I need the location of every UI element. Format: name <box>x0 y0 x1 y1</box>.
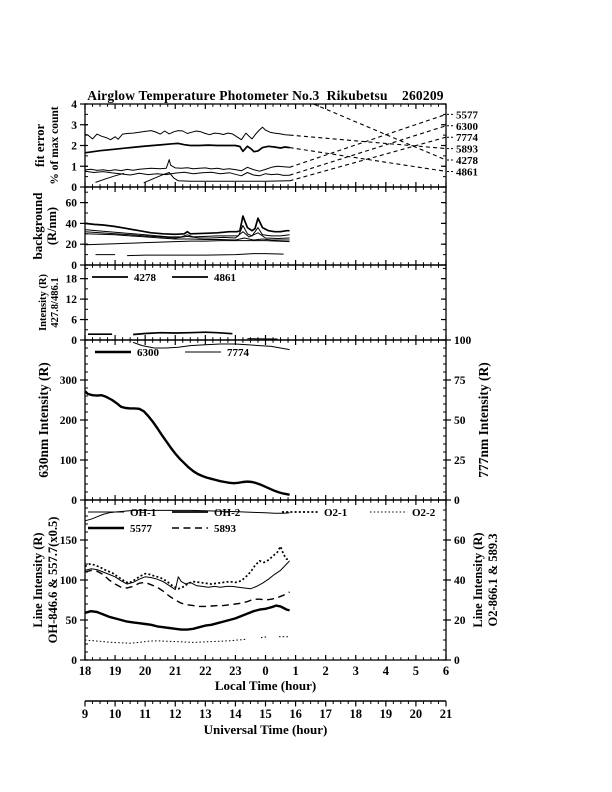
y-tick-label: 18 <box>65 273 77 286</box>
y-tick-label: 3 <box>71 119 77 132</box>
wavelength-label-5893: 5893 <box>456 143 478 156</box>
universal-hour-label: 9 <box>81 707 89 721</box>
legend-label-4278: 4278 <box>134 272 156 284</box>
y-tick-label: 0 <box>71 655 77 667</box>
local-hour-label: 3 <box>352 664 359 678</box>
series-bg-5 <box>85 241 290 245</box>
wavelength-label-4278: 4278 <box>456 155 478 168</box>
universal-hour-label: 16 <box>289 707 302 721</box>
wavelength-label-4861: 4861 <box>456 166 478 179</box>
series-fiterr-cluster-a <box>85 160 290 172</box>
y-tick-label-right: 75 <box>454 375 466 387</box>
universal-hour-label: 10 <box>108 707 122 721</box>
y-tick-label: 60 <box>65 197 77 210</box>
universal-hour-label: 12 <box>169 707 182 721</box>
series-connector-4278 <box>314 104 446 160</box>
legend-label-6300: 6300 <box>137 347 159 359</box>
y-tick-label-right: 25 <box>454 455 466 467</box>
universal-hour-label: 17 <box>319 707 332 721</box>
local-hour-label: 23 <box>229 664 242 678</box>
series-fiterr-smooth <box>85 143 290 152</box>
left-axis-title: Intensity (R) <box>38 274 49 331</box>
local-hour-label: 19 <box>108 664 122 678</box>
y-tick-label: 20 <box>65 239 77 252</box>
y-tick-label-right: 0 <box>454 495 460 507</box>
panel-frame-red-intensity <box>85 340 446 500</box>
wavelength-label-7774: 7774 <box>456 132 478 145</box>
series-o2-2 <box>85 639 247 643</box>
legend-label-OH-2: OH-2 <box>214 507 241 519</box>
universal-hour-label: 15 <box>259 707 272 721</box>
y-tick-label: 40 <box>65 218 77 231</box>
universal-time-axis-label: Universal Time (hour) <box>203 722 328 737</box>
y-tick-label: 6 <box>71 314 77 327</box>
left-axis-title: 630nm Intensity (R) <box>36 362 51 478</box>
y-tick-label: 0 <box>71 335 77 347</box>
y-tick-label: 4 <box>71 99 77 111</box>
local-time-axis-label: Local Time (hour) <box>214 678 317 693</box>
left-axis-title: Line Intensity (R) <box>31 532 45 628</box>
series-5577 <box>85 606 290 630</box>
local-hour-label: 5 <box>412 664 420 678</box>
series-connector-5893 <box>290 135 446 149</box>
left-axis-title: background <box>30 192 45 260</box>
y-tick-label: 12 <box>65 294 77 307</box>
y-tick-label: 1 <box>71 161 77 174</box>
right-axis-title: Line Intensity (R) <box>471 532 485 628</box>
local-hour-label: 1 <box>292 664 299 678</box>
universal-hour-label: 21 <box>439 707 453 721</box>
local-hour-label: 21 <box>169 664 182 678</box>
local-hour-label: 0 <box>262 664 269 678</box>
series-4861 <box>133 332 232 334</box>
legend-label-7774: 7774 <box>227 347 249 359</box>
series-bg-1 <box>85 216 290 234</box>
legend-label-5577: 5577 <box>130 523 152 535</box>
legend-label-OH-1: OH-1 <box>130 507 157 519</box>
left-axis-title: (R/nm) <box>45 206 59 246</box>
series-fiterr-wiggly <box>85 127 290 140</box>
series-fiterr-cluster-b <box>85 171 290 176</box>
universal-hour-label: 13 <box>199 707 212 721</box>
universal-hour-label: 19 <box>379 707 393 721</box>
series-6300 <box>85 391 290 495</box>
local-hour-label: 22 <box>199 664 212 678</box>
legend-label-O2-1: O2-1 <box>324 507 348 519</box>
local-hour-label: 20 <box>138 664 152 678</box>
universal-hour-label: 11 <box>139 707 152 721</box>
y-tick-label: 200 <box>59 415 77 427</box>
y-tick-label: 0 <box>71 182 77 194</box>
local-hour-label: 2 <box>322 664 329 678</box>
series-o2-2 <box>261 637 267 638</box>
y-tick-label-right: 60 <box>454 535 466 547</box>
left-axis-title: fit error <box>33 123 47 168</box>
right-axis-title: 777nm Intensity (R) <box>476 362 491 478</box>
series-fiterr-low <box>96 173 125 182</box>
right-axis-title: O2-866.1 & 589.3 <box>486 533 500 627</box>
wavelength-label-5577: 5577 <box>456 109 478 122</box>
universal-hour-label: 18 <box>349 707 362 721</box>
legend-label-5893: 5893 <box>214 523 236 535</box>
y-tick-label-right: 0 <box>454 655 460 667</box>
chart-title: Airglow Temperature Photometer No.3 Rikubetsu 260209 <box>87 88 444 103</box>
universal-hour-label: 14 <box>229 707 242 721</box>
y-tick-label: 50 <box>65 615 77 627</box>
universal-hour-label: 20 <box>409 707 423 721</box>
y-tick-label-right: 100 <box>454 335 472 347</box>
left-axis-title: 427.8/486.1 <box>50 277 61 328</box>
y-tick-label: 150 <box>59 535 77 547</box>
y-tick-label-right: 20 <box>454 615 466 627</box>
y-tick-label: 100 <box>59 455 77 467</box>
local-hour-label: 4 <box>382 664 389 678</box>
y-tick-label-right: 50 <box>454 415 466 427</box>
local-hour-label: 6 <box>442 664 450 678</box>
series-bg-low <box>127 254 284 256</box>
y-tick-label-right: 40 <box>454 575 466 587</box>
y-tick-label: 300 <box>59 375 77 387</box>
legend-label-4861: 4861 <box>214 272 236 284</box>
y-tick-label: 0 <box>71 260 77 272</box>
y-tick-label: 0 <box>71 495 77 507</box>
left-axis-title: OH-846.6 & 557.7(x0.5) <box>46 516 60 644</box>
local-hour-label: 18 <box>78 664 92 678</box>
series-o2-1 <box>85 546 290 588</box>
y-tick-label: 2 <box>71 140 77 153</box>
panel-frame-fit-error <box>85 104 446 187</box>
y-tick-label: 100 <box>59 575 77 587</box>
legend-label-O2-2: O2-2 <box>412 507 436 519</box>
left-axis-title: % of max count <box>49 106 61 185</box>
wavelength-label-6300: 6300 <box>456 120 478 133</box>
